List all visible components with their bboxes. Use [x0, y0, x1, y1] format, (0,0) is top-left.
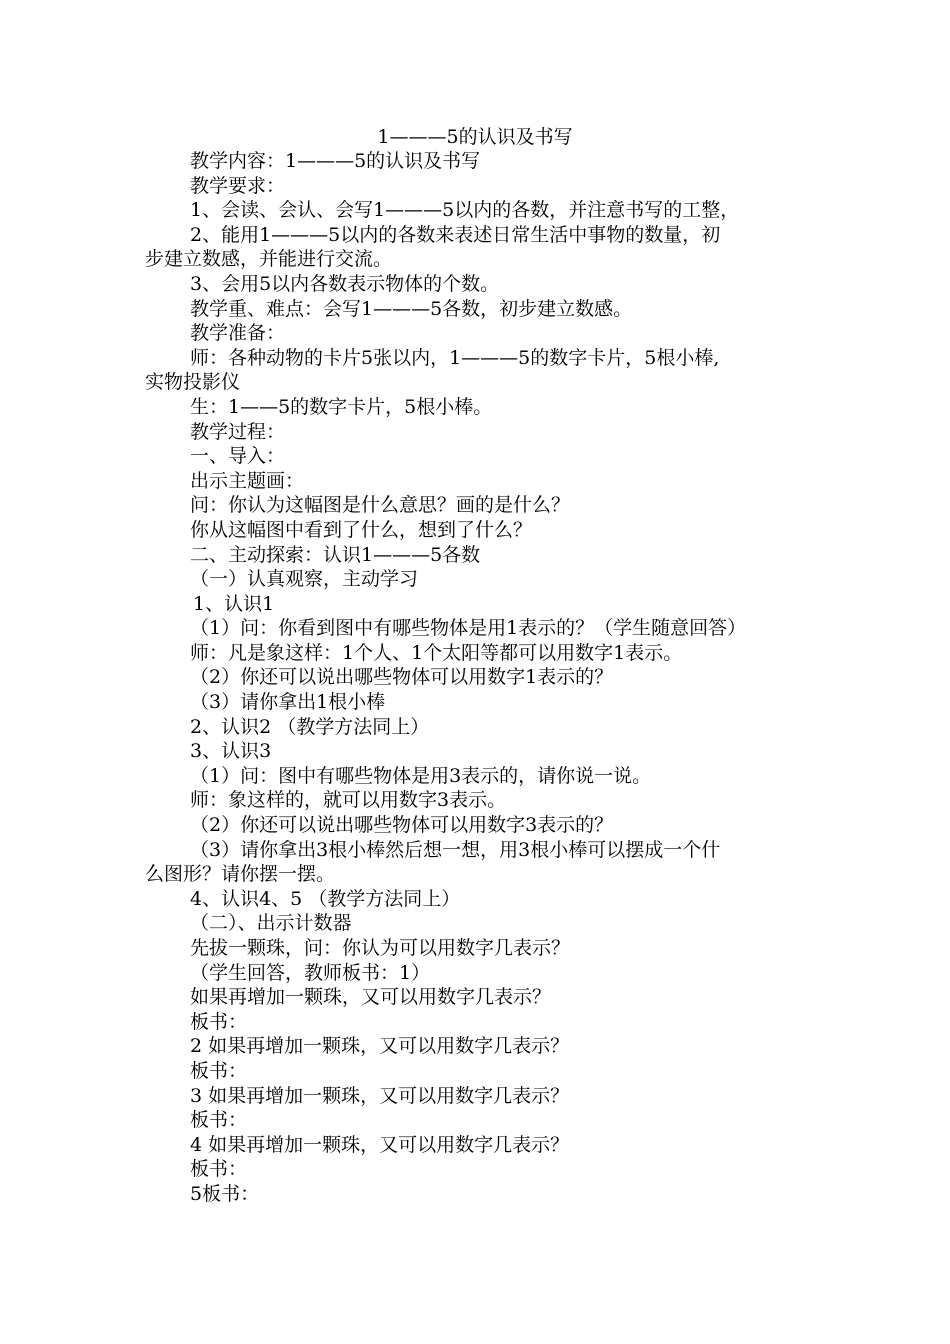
text-line: 教学重、难点：会写1———5各数，初步建立数感。: [190, 297, 633, 320]
text-line: （3）请你拿出3根小棒然后想一想，用3根小棒可以摆成一个什: [190, 838, 721, 861]
text-line: 教学过程：: [190, 420, 286, 443]
text-line: 么图形？请你摆一摆。: [145, 863, 336, 886]
text-line: 二、主动探索：认识1———5各数: [190, 543, 481, 566]
text-line: 3、认识3: [190, 740, 272, 763]
document-title: 1———5的认识及书写: [377, 126, 573, 148]
text-line: 教学准备：: [190, 322, 286, 345]
text-line: 你从这幅图中看到了什么，想到了什么？: [190, 518, 533, 541]
text-line: 出示主题画：: [190, 469, 305, 492]
text-line: （1）问：你看到图中有哪些物体是用1表示的？（学生随意回答）: [190, 617, 747, 640]
text-line: 师：象这样的，就可以用数字3表示。: [190, 789, 507, 812]
text-line: 教学要求：: [190, 174, 286, 197]
text-line: 生：1——5的数字卡片，5根小棒。: [190, 395, 493, 418]
text-line: 4 如果再增加一颗珠，又可以用数字几表示？: [190, 1133, 570, 1156]
text-line: 步建立数感，并能进行交流。: [145, 248, 393, 271]
text-line: 1、会读、会认、会写1———5以内的各数，并注意书写的工整，: [190, 199, 740, 222]
text-line: 3、会用5以内各数表示物体的个数。: [190, 272, 500, 295]
text-line: （2）你还可以说出哪些物体可以用数字1表示的？: [190, 666, 614, 689]
text-line: 教学内容：1———5的认识及书写: [190, 150, 481, 172]
text-line: 4、认识4、5 （教学方法同上）: [190, 887, 461, 910]
text-line: 一、导入：: [190, 445, 286, 468]
text-line: 如果再增加一颗珠，又可以用数字几表示？: [190, 986, 552, 1009]
text-line: 板书：: [190, 1059, 248, 1082]
text-line: （2）你还可以说出哪些物体可以用数字3表示的？: [190, 814, 614, 837]
text-line: 1、认识1: [193, 592, 275, 615]
text-line: 实物投影仪: [145, 371, 241, 394]
document-body: [145, 149, 810, 1207]
text-line: 5板书：: [190, 1182, 260, 1205]
text-line: 问：你认为这幅图是什么意思？画的是什么？: [190, 494, 571, 517]
text-line: 板书：: [190, 1109, 248, 1132]
text-line: 师：各种动物的卡片5张以内，1———5的数字卡片，5根小棒,: [190, 346, 720, 369]
text-line: 师：凡是象这样：1个人、1个太阳等都可以用数字1表示。: [190, 641, 683, 664]
text-line: （1）问：图中有哪些物体是用3表示的，请你说一说。: [190, 764, 652, 787]
text-line: （二）、出示计数器: [190, 912, 352, 935]
text-line: 先拔一颗珠，问：你认为可以用数字几表示？: [190, 937, 571, 959]
text-line: 板书：: [190, 1158, 248, 1181]
text-line: 2、能用1———5以内的各数来表述日常生活中事物的数量，初: [190, 223, 721, 246]
text-line: （学生回答，教师板书：1）: [190, 961, 431, 984]
text-line: 2、认识2 （教学方法同上）: [190, 715, 430, 738]
text-line: （3）请你拿出1根小棒: [190, 691, 386, 714]
text-line: 板书：: [190, 1010, 248, 1033]
text-line: （一）认真观察，主动学习: [190, 568, 419, 591]
text-line: 2 如果再增加一颗珠，又可以用数字几表示？: [190, 1035, 570, 1058]
text-line: 3 如果再增加一颗珠，又可以用数字几表示？: [190, 1084, 570, 1107]
